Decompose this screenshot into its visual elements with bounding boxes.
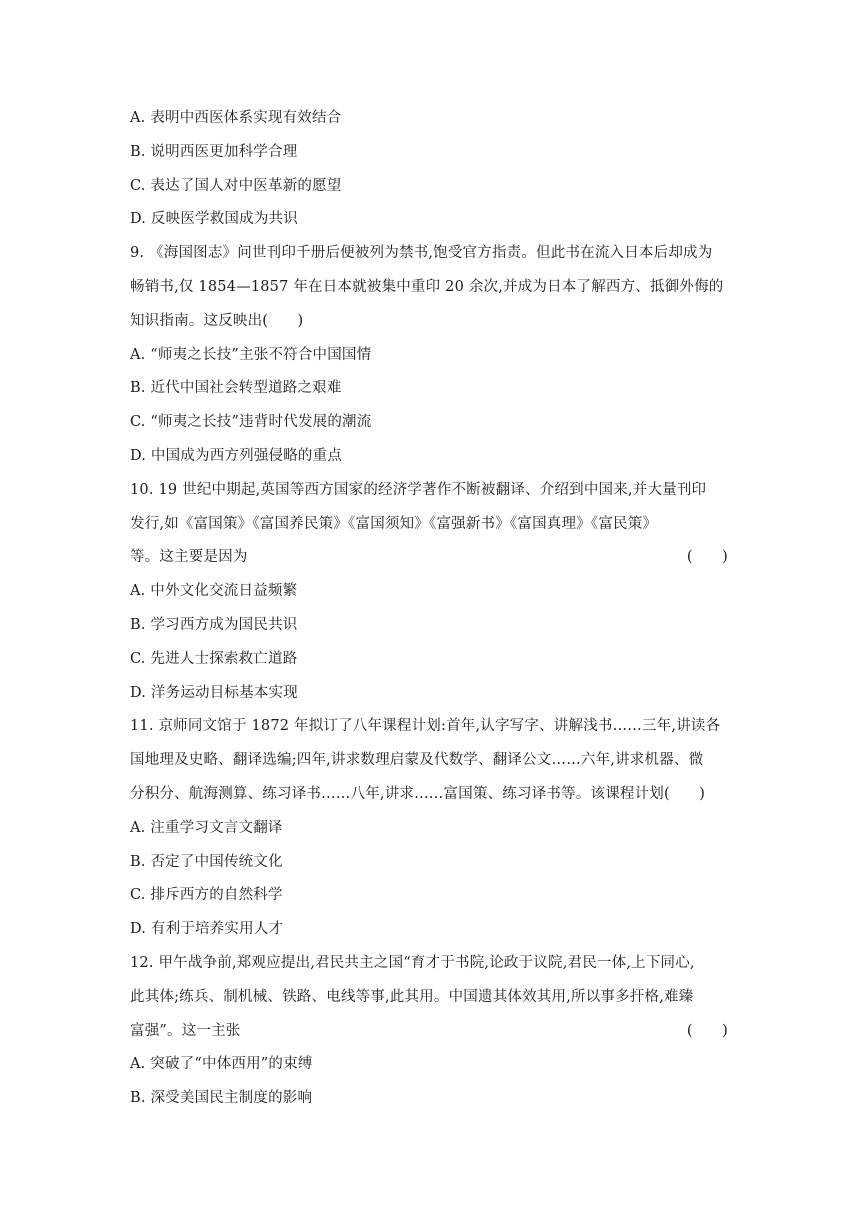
question-stem-line: 此其体;练兵、制机械、铁路、电线等事,此其用。中国遗其体效其用,所以事多扞格,难臻	[130, 988, 694, 1005]
question-stem-line: 畅销书,仅 1854—1857 年在日本就被集中重印 20 余次,并成为日本了解西方、抵御外侮的	[130, 278, 724, 295]
question-stem-line	[130, 1021, 730, 1041]
option-b: B. 近代中国社会转型道路之艰难	[130, 380, 342, 397]
question-10	[130, 480, 730, 703]
option-a: A. 中外文化交流日益频繁	[130, 583, 298, 600]
stem-text: 富强”。这一主张	[130, 1022, 241, 1039]
option-c: C. 先进人士探索救亡道路	[130, 650, 298, 667]
question-stem-line	[130, 547, 730, 567]
question-12	[130, 953, 730, 1108]
question-11	[130, 716, 730, 939]
answer-bracket: ( )	[686, 1022, 728, 1039]
option-a: A. 突破了“中体西用”的束缚	[130, 1056, 313, 1073]
answer-bracket: ( )	[686, 549, 728, 566]
question-stem-line: 10. 19 世纪中期起,英国等西方国家的经济学著作不断被翻译、介绍到中国来,并大量刊印	[130, 481, 707, 498]
option-d: D. 中国成为西方列强侵略的重点	[130, 447, 343, 464]
option-a: A. 表明中西医体系实现有效结合	[130, 110, 342, 126]
question-stem-line: 发行,如《富国策》《富国养民策》《富国须知》《富强新书》《富国真理》《富民策》	[130, 515, 658, 532]
question-stem-line: 分积分、航海测算、练习译书……八年,讲求……富国策、练习译书等。该课程计划( )	[130, 785, 706, 802]
option-a: A. 注重学习文言文翻译	[130, 819, 283, 836]
option-c: C. 表达了国人对中医革新的愿望	[130, 177, 342, 194]
stem-text: 等。这主要是因为	[130, 549, 248, 566]
option-b: B. 学习西方成为国民共识	[130, 616, 298, 633]
question-stem-line: 12. 甲午战争前,郑观应提出,君民共主之国“育才于书院,论政于议院,君民一体,上下同心,	[130, 954, 695, 971]
option-a: A. “师夷之长技”主张不符合中国国情	[130, 346, 372, 363]
option-d: D. 洋务运动目标基本实现	[130, 684, 298, 701]
option-b: B. 深受美国民主制度的影响	[130, 1090, 313, 1107]
option-b: B. 否定了中国传统文化	[130, 853, 283, 870]
option-c: C. “师夷之长技”违背时代发展的潮流	[130, 414, 372, 431]
option-c: C. 排斥西方的自然科学	[130, 887, 283, 904]
question-9	[130, 243, 730, 466]
option-b: B. 说明西医更加科学合理	[130, 143, 298, 160]
question-stem-line: 国地理及史略、翻译选编;四年,讲求数理启蒙及代数学、翻译公文……六年,讲求机器、微	[130, 752, 704, 769]
question-stem-line: 11. 京师同文馆于 1872 年拟订了八年课程计划:首年,认字写字、讲解浅书……三年,讲读各	[130, 718, 721, 735]
question-8	[130, 108, 730, 229]
option-d: D. 有利于培养实用人才	[130, 921, 284, 938]
option-d: D. 反映医学救国成为共识	[130, 211, 298, 228]
question-stem-line: 知识指南。这反映出( )	[130, 312, 304, 329]
question-stem-line: 9. 《海国图志》问世刊印千册后便被列为禁书,饱受官方指责。但此书在流入日本后却成为	[130, 245, 713, 262]
exam-page	[130, 108, 730, 1122]
